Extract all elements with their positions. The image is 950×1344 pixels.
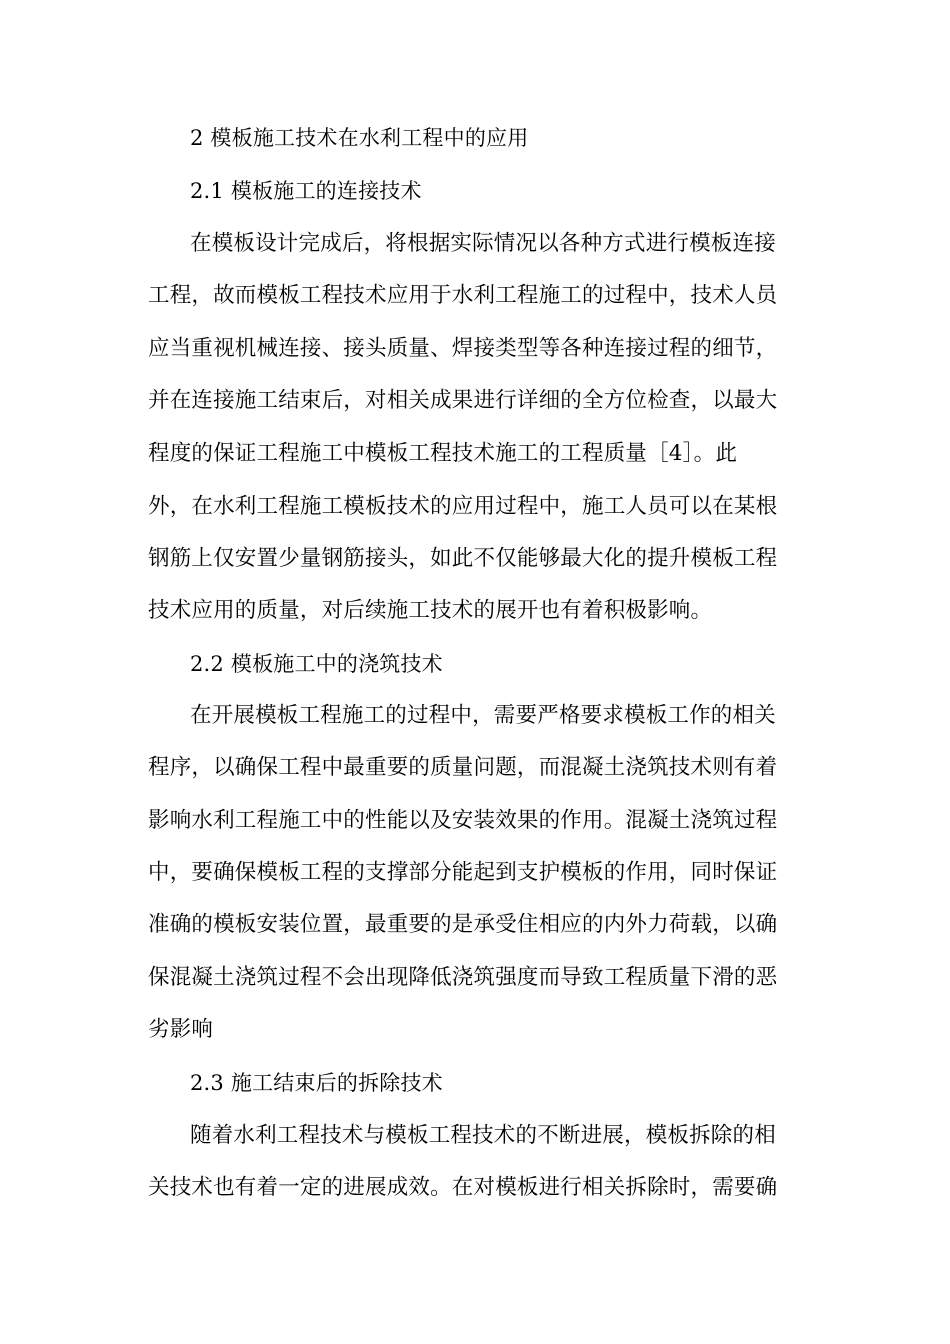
- paragraph-line: 保混凝土浇筑过程不会出现降低浇筑强度而导致工程质量下滑的恶: [148, 965, 778, 990]
- paragraph-line: 准确的模板安装位置，最重要的是承受住相应的内外力荷载，以确: [148, 912, 778, 937]
- paragraph-line: 应当重视机械连接、接头质量、焊接类型等各种连接过程的细节，: [148, 336, 778, 361]
- paragraph-line: 中，要确保模板工程的支撑部分能起到支护模板的作用，同时保证: [148, 860, 778, 885]
- paragraph-line: 劣影响: [148, 1017, 214, 1042]
- paragraph-line: 在开展模板工程施工的过程中，需要严格要求模板工作的相关: [190, 703, 776, 728]
- paragraph-line: 程序，以确保工程中最重要的质量问题，而混凝土浇筑技术则有着: [148, 755, 778, 780]
- paragraph-line: 并在连接施工结束后，对相关成果进行详细的全方位检查，以最大: [148, 388, 778, 413]
- section-heading-2-1: 2.1 模板施工的连接技术: [190, 179, 422, 203]
- paragraph-line: 关技术也有着一定的进展成效。在对模板进行相关拆除时，需要确: [148, 1175, 778, 1200]
- paragraph-line: 技术应用的质量，对后续施工技术的展开也有着积极影响。: [148, 598, 713, 623]
- paragraph-line: 随着水利工程技术与模板工程技术的不断进展，模板拆除的相: [190, 1123, 776, 1148]
- section-heading-2-2: 2.2 模板施工中的浇筑技术: [190, 652, 443, 676]
- paragraph-line: 影响水利工程施工中的性能以及安装效果的作用。混凝土浇筑过程: [148, 808, 778, 833]
- section-heading-2-3: 2.3 施工结束后的拆除技术: [190, 1071, 443, 1095]
- paragraph-line: 工程，故而模板工程技术应用于水利工程施工的过程中，技术人员: [148, 283, 778, 308]
- paragraph-line: 在模板设计完成后，将根据实际情况以各种方式进行模板连接: [190, 231, 776, 256]
- section-heading-2: 2 模板施工技术在水利工程中的应用: [190, 126, 529, 150]
- paragraph-line: 钢筋上仅安置少量钢筋接头，如此不仅能够最大化的提升模板工程: [148, 546, 778, 571]
- paragraph-line: 程度的保证工程施工中模板工程技术施工的工程质量［4］。此: [148, 441, 738, 466]
- paragraph-line: 外，在水利工程施工模板技术的应用过程中，施工人员可以在某根: [148, 494, 778, 519]
